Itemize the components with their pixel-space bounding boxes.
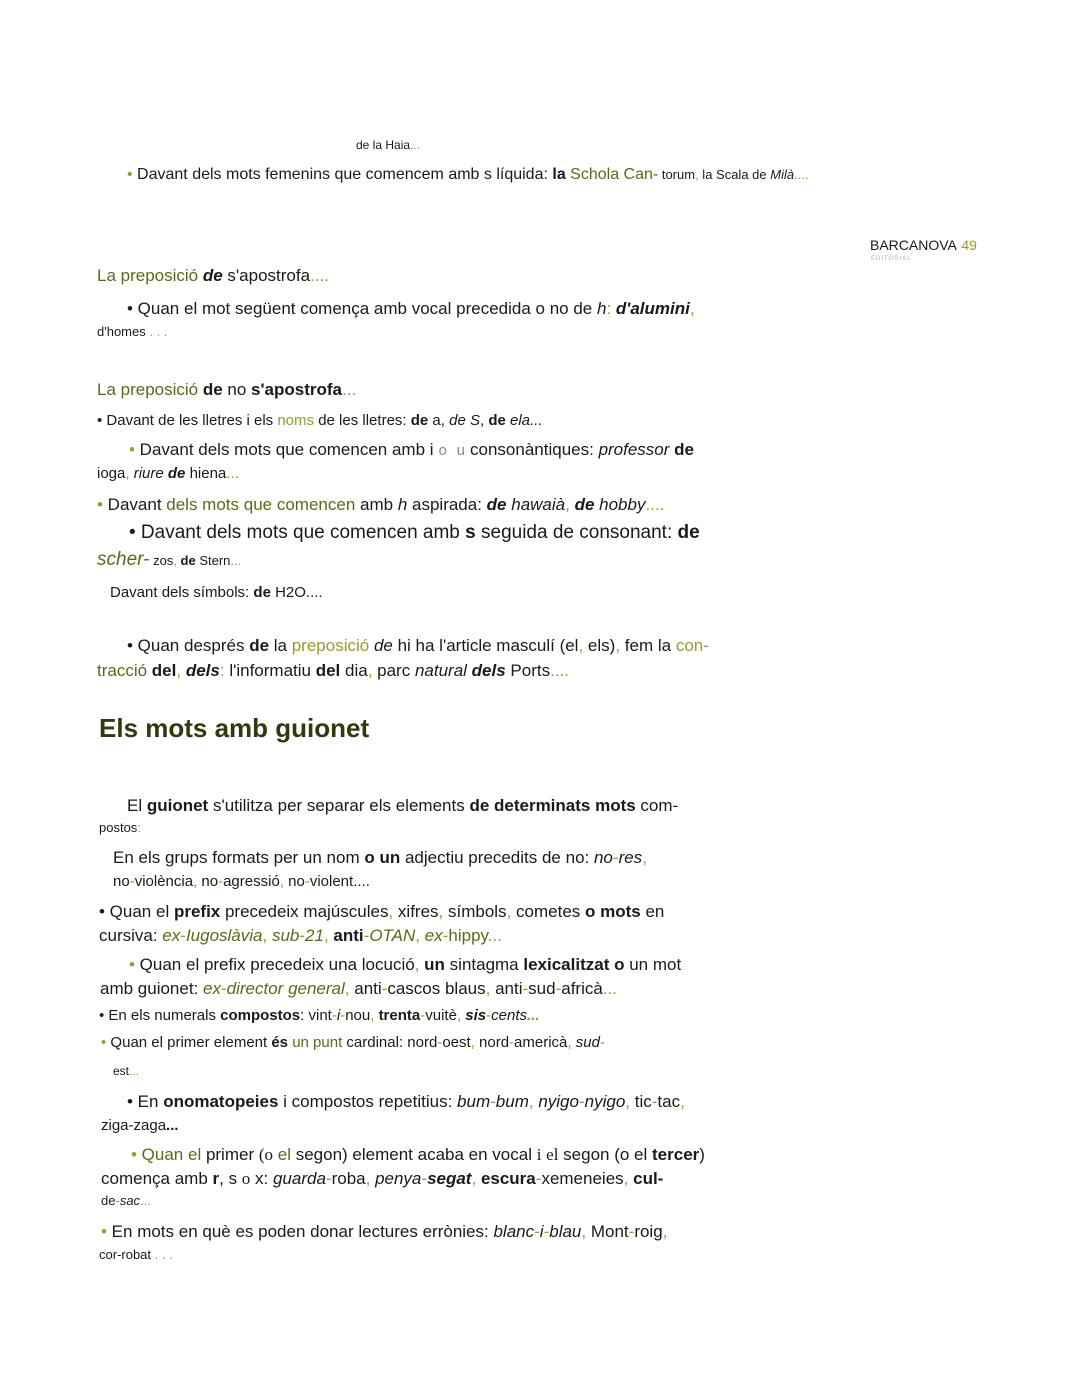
text-line: est... [113,1064,140,1078]
text-line: En els grups formats per un nom o un adjectiu precedits de no: no-res, [113,848,647,867]
bullet-line: • Quan el prefix precedeix una locució, un sintagma lexicalitzat o un mot [129,955,682,974]
bullet-line: • Davant dels mots que comencen amb h aspirada: de hawaià, de hobby.... [97,495,665,514]
text-line: ziga-zaga... [101,1117,179,1134]
text-line: Davant dels símbols: de H2O.... [110,584,323,601]
text-line: cursiva: ex-Iugoslàvia, sub-21, anti-OTAN, ex-hippy... [99,926,502,945]
text-line: amb guionet: ex-director general, anti-cascos blaus, anti-sud-africà... [100,979,617,998]
brand-name: BARCANOVA [870,237,957,253]
rule-heading: La preposició de s'apostrofa.... [97,266,329,285]
bullet-line: • Davant dels mots que comencen amb i o u consonàntiques: professor de [129,440,694,460]
text-line: d'homes . . . [97,324,168,339]
page-number: 49 [961,237,977,253]
bullet-line: • En mots en què es poden donar lectures errònies: blanc-i-blau, Mont-roig, [101,1222,668,1241]
bullet-line: • Quan després de la preposició de hi ha l'article masculí (el, els), fem la con- [127,636,709,655]
text-line: de-sac... [101,1193,151,1208]
text-line: ioga, riure de hiena... [97,465,239,482]
text-line: postos: [99,820,141,835]
text-line: scher- zos, de Stern... [97,549,242,570]
text-line: tracció del, dels: l'informatiu del dia, parc natural dels Ports.... [97,661,570,680]
brand [870,236,977,255]
bullet-line: • Quan el primer element és un punt cardinal: nord-oest, nord-americà, sud- [101,1034,605,1051]
text-line: cor-robat . . . [99,1247,173,1262]
bullet-line: • En onomatopeies i compostos repetitius: bum-bum, nyigo-nyigo, tic-tac, [127,1092,685,1111]
bullet-line: • Davant dels mots que comencen amb s seguida de consonant: de [129,522,700,543]
bullet-line: • Quan el mot següent comença amb vocal precedida o no de h: d'alumini, [127,299,695,318]
text-line: de la Haia... [356,138,421,152]
bullet-line: • Quan el primer (o el segon) element acaba en vocal i el segon (o el tercer) [131,1145,705,1164]
text-line: no-violència, no-agressió, no-violent.... [113,873,370,890]
section-heading: Els mots amb guionet [99,713,370,743]
bullet-line: • Davant de les lletres i els noms de les lletres: de a, de S, de ela... [97,412,543,429]
brand-subtitle: EDITORIAL [871,256,912,262]
text-line: El guionet s'utilitza per separar els elements de determinats mots com- [127,796,679,815]
bullet-line: • En els numerals compostos: vint-i-nou, trenta-vuitè, sis-cents... [99,1007,540,1024]
bullet-line: • Davant dels mots femenins que comencem amb s líquida: la Schola Can- torum, la Scala de Milà.... [127,166,809,183]
text-line: comença amb r, s o x: guarda-roba, penya-segat, escura-xemeneies, cul- [101,1169,664,1188]
rule-heading: La preposició de no s'apostrofa... [97,380,357,399]
bullet-line: • Quan el prefix precedeix majúscules, xifres, símbols, cometes o mots en [99,902,665,921]
